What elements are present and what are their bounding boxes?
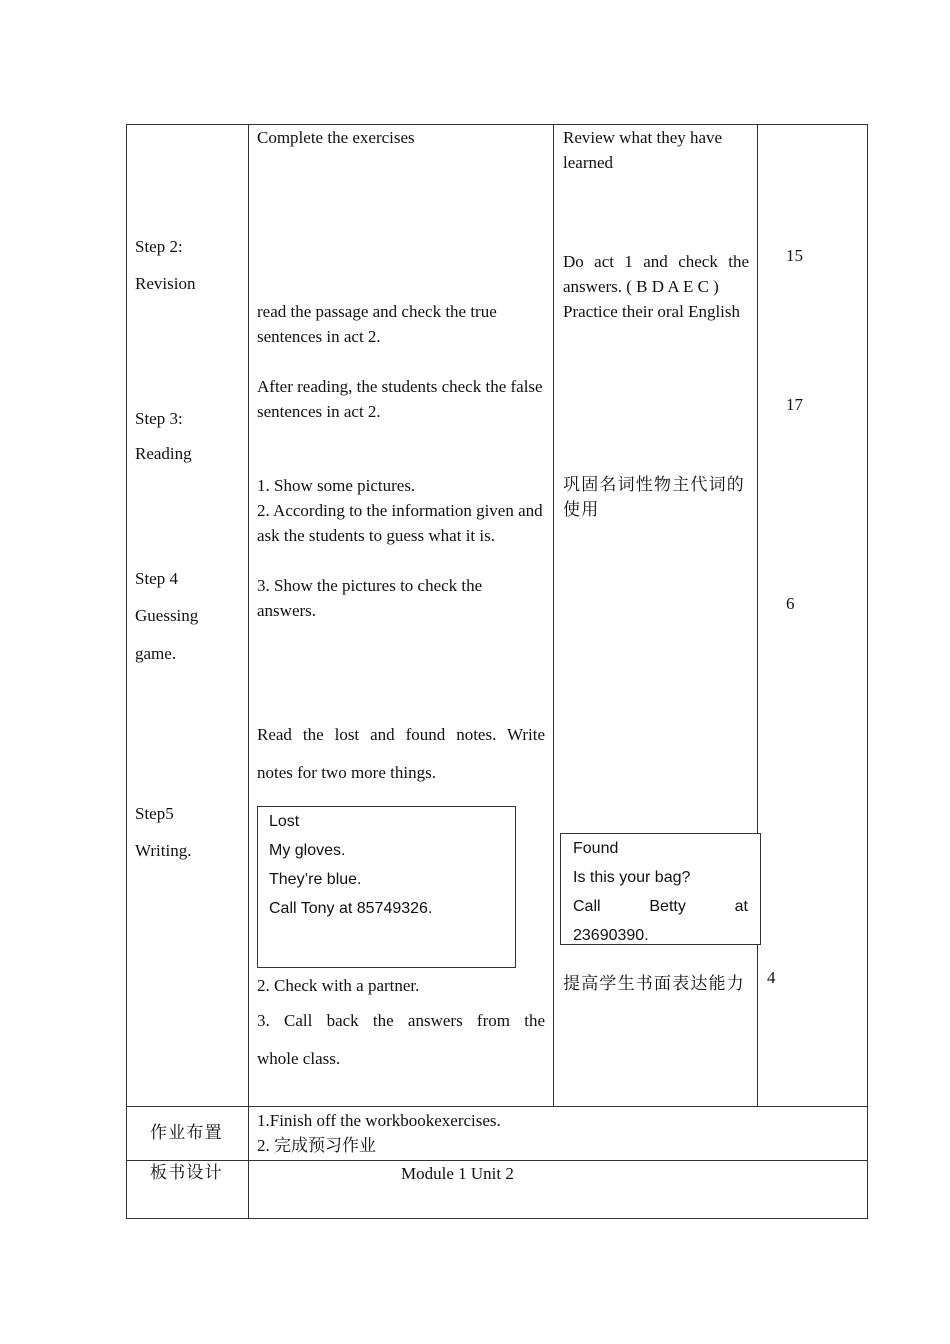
homework-label: 作业布置 bbox=[150, 1123, 223, 1143]
guess-step-3: 3. Show the pictures to check the answers. bbox=[257, 576, 483, 620]
found-note-box bbox=[560, 833, 761, 945]
check-partner-text: 2. Check with a partner. bbox=[257, 976, 420, 995]
improve-writing-text: 提高学生书面表达能力 bbox=[563, 974, 745, 994]
board-design-label: 板书设计 bbox=[150, 1163, 223, 1183]
time-reading: 17 bbox=[786, 395, 803, 414]
table-left-border bbox=[126, 124, 127, 1219]
time-guessing: 6 bbox=[786, 594, 795, 613]
step2-title: Step 2: bbox=[135, 237, 183, 256]
found-note-line3: 23690390. bbox=[573, 927, 649, 944]
call-back-line1: 3. Call back the answers from the bbox=[257, 1011, 545, 1030]
homework-line2: 2. 完成预习作业 bbox=[257, 1136, 376, 1155]
found-note-line1: Is this your bag? bbox=[573, 869, 691, 886]
consolidate-pronoun-text: 巩固名词性物主代词的使用 bbox=[563, 475, 745, 520]
found-note-line2: Call Betty at bbox=[573, 898, 748, 915]
complete-exercises-text: Complete the exercises bbox=[257, 128, 415, 147]
do-act-text: Do act 1 and check the answers. ( B D A E C ) bbox=[563, 252, 749, 296]
found-note-title: Found bbox=[573, 840, 619, 857]
table-bottom-border bbox=[126, 1218, 868, 1219]
lost-note-title: Lost bbox=[269, 813, 300, 830]
read-notes-line1: Read the lost and found notes. Write bbox=[257, 725, 545, 744]
step5-title: Step5 bbox=[135, 804, 174, 823]
guess-step-1: 1. Show some pictures. bbox=[257, 476, 416, 495]
step4-name-line2: game. bbox=[135, 644, 177, 663]
step4-name-line1: Guessing bbox=[135, 606, 199, 625]
step4-title: Step 4 bbox=[135, 569, 178, 588]
step5-name: Writing. bbox=[135, 841, 192, 860]
table-row-divider-homework bbox=[126, 1106, 868, 1107]
step3-title: Step 3: bbox=[135, 409, 183, 428]
lost-note-line2: They’re blue. bbox=[269, 871, 362, 888]
table-col-divider-1 bbox=[248, 124, 249, 1219]
table-col-divider-3 bbox=[757, 124, 758, 1106]
table-right-border bbox=[867, 124, 868, 1219]
read-notes-line2: notes for two more things. bbox=[257, 763, 436, 782]
lost-note-line3: Call Tony at 85749326. bbox=[269, 900, 433, 917]
guess-step-2: 2. According to the information given and ask the students to guess what it is. bbox=[257, 501, 543, 545]
step2-name: Revision bbox=[135, 274, 196, 293]
table-col-divider-2 bbox=[553, 124, 554, 1106]
lost-note-box bbox=[257, 806, 516, 968]
time-writing: 4 bbox=[767, 968, 776, 987]
lost-note-line1: My gloves. bbox=[269, 842, 346, 859]
review-text: Review what they have learned bbox=[563, 128, 723, 172]
read-passage-text: read the passage and check the true sentences in act 2. bbox=[257, 302, 497, 346]
step3-name: Reading bbox=[135, 444, 192, 463]
call-back-line2: whole class. bbox=[257, 1049, 341, 1068]
homework-line1: 1.Finish off the workbookexercises. bbox=[257, 1111, 501, 1130]
after-reading-text: After reading, the students check the false sentences in act 2. bbox=[257, 377, 543, 421]
practice-text: Practice their oral English bbox=[563, 302, 741, 321]
time-revision: 15 bbox=[786, 246, 803, 265]
board-design-content: Module 1 Unit 2 bbox=[401, 1164, 514, 1183]
